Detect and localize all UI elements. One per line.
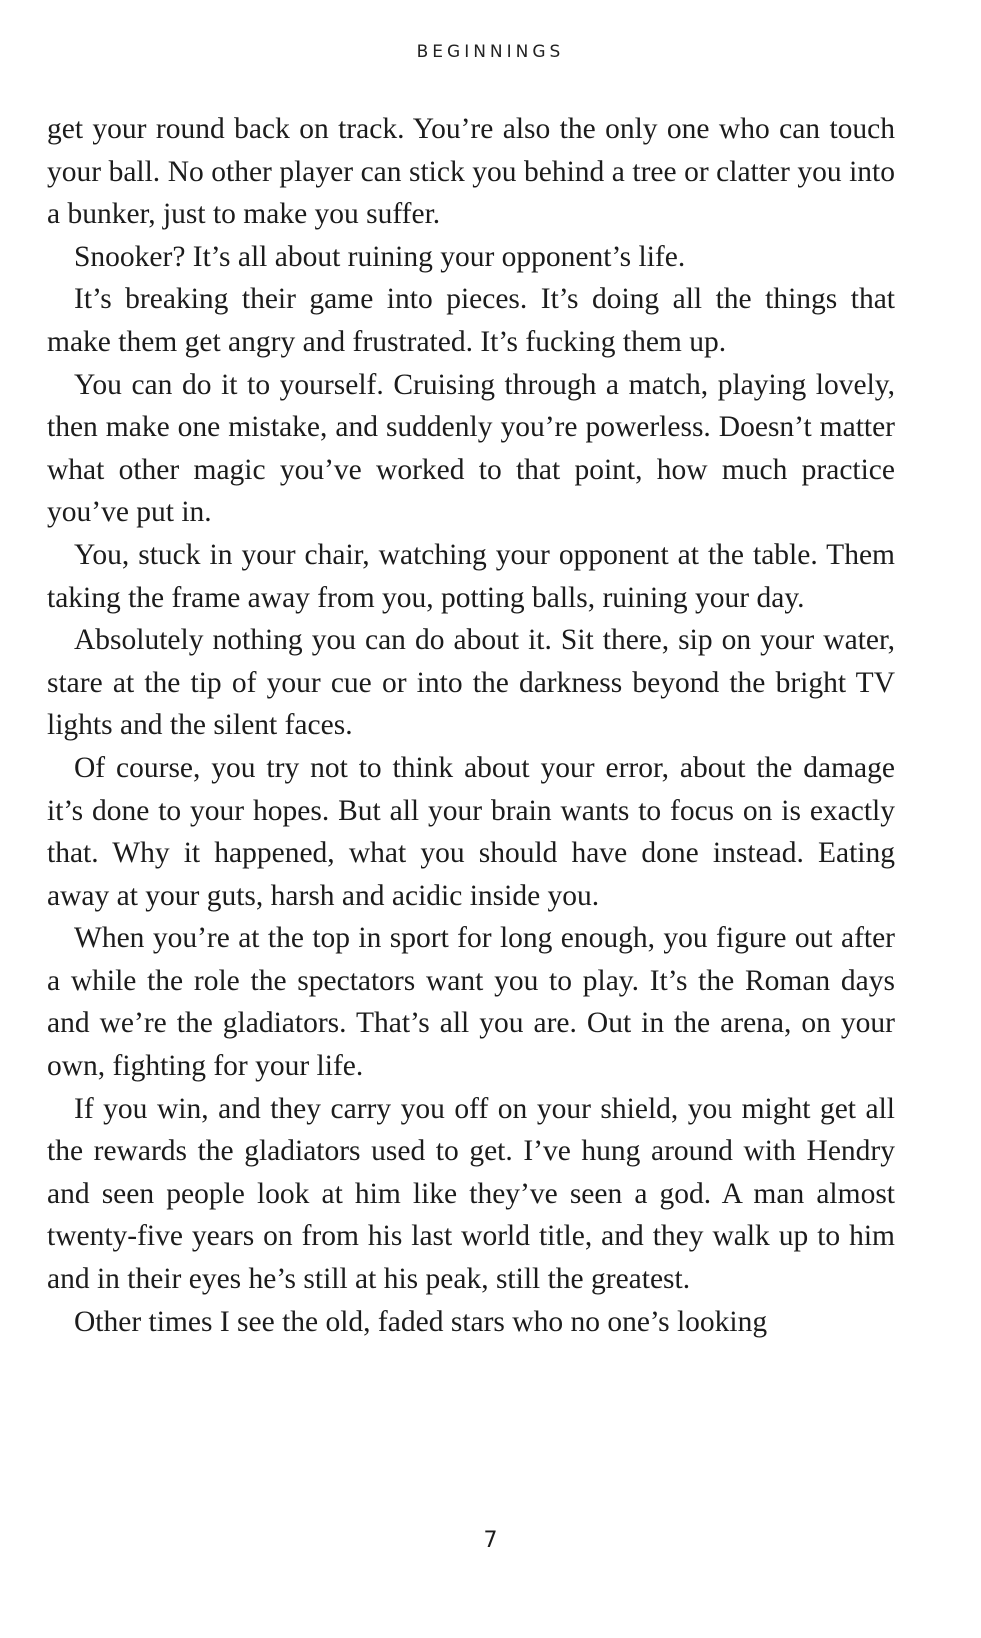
paragraph: It’s breaking their game into pieces. It’s doing all the things that make them get angry and frustrated. It’s fucking them up. — [47, 283, 895, 358]
paragraph: get your round back on track. You’re also the only one who can touch your ball. No other player can stick you behind a tree or clatter you into a bunker, just to make you suffer. — [47, 113, 895, 231]
paragraph: Absolutely nothing you can do about it. Sit there, sip on your water, stare at the tip of your cue or into the darkness beyond the bright TV lights and the silent faces. — [47, 624, 895, 742]
running-head: BEGINNINGS — [416, 42, 565, 62]
paragraph: You can do it to yourself. Cruising through a match, playing lovely, then make one mistake, and suddenly you’re powerless. Doesn’t matter what other magic you’ve worked to that point, how much practice you’ve put in. — [47, 368, 895, 529]
paragraph: Other times I see the old, faded stars who no one’s looking — [74, 1305, 768, 1338]
paragraph: If you win, and they carry you off on your shield, you might get all the rewards the gladiators used to get. I’ve hung around with Hendry and seen people look at him like they’ve seen a god. A man almost twenty-five years on from his last world title, and they walk up to him and in their eyes he’s still at his peak, still the greatest. — [47, 1092, 895, 1296]
page-number: 7 — [483, 1528, 498, 1553]
paragraph: When you’re at the top in sport for long enough, you figure out after a while the role the spectators want you to play. It’s the Roman days and we’re the gladiators. That’s all you are. Out in the arena, on your own, fighting for your life. — [47, 922, 895, 1083]
paragraph: You, stuck in your chair, watching your opponent at the table. Them taking the frame away from you, potting balls, ruining your day. — [47, 538, 895, 614]
body-text — [47, 108, 895, 1343]
paragraph: Snooker? It’s all about ruining your opponent’s life. — [74, 240, 686, 273]
paragraph: Of course, you try not to think about your error, about the damage it’s done to your hopes. But all your brain wants to focus on is exactly that. Why it happened, what you should have done instead. Eating away at your guts, harsh and acidic inside you. — [47, 751, 895, 912]
